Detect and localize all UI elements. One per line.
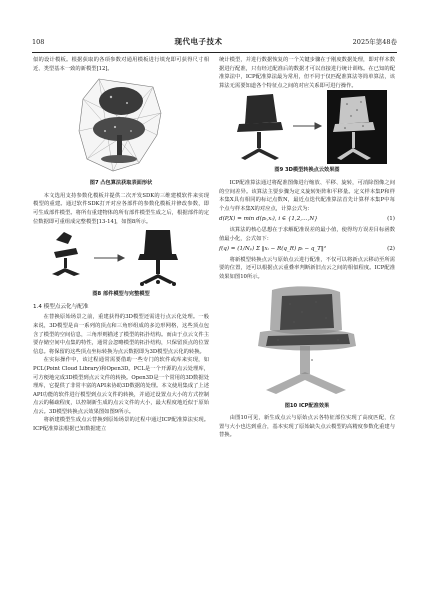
figure-8-caption: 图8 部件模型与完整模型 [92,291,150,298]
figure-9-caption: 图9 3D模型转换点云效果图 [274,167,340,174]
journal-title: 现代电子技术 [174,37,223,46]
figure-7-caption: 图7 凸包算法获取表面形状 [89,180,153,187]
formula-2-expression: f(q) = (1/Nₚ) Σ ‖xᵢ − R(q_R) pᵢ − q_T‖² [219,246,327,253]
paragraph-registration: 在替换原始场景之前，重建获得的3D模型还需进行点云化处理。一般来说，3D模型是由一系列的顶点和三角形组成的多边形网格，这些顶点包含了模型的空间信息，三角形则描述了模型的拓扑结构。而由于点云文件主要存储空间中点集的特性，通常会忽略模型的拓扑结构，只保留顶点的位置信息。将保留的这些顶点坐标转换为点云数据即为3D模型点云化的转换。 [33,314,209,355]
formula-2 [219,245,395,254]
right-column [219,56,395,440]
formula-1-number: (1) [387,216,395,223]
formula-1 [219,215,395,224]
page-header [32,36,397,53]
page-number: 108 [32,38,45,46]
formula-2-number: (2) [387,246,395,253]
figure-10-caption: 图10 ICP配准效果 [284,402,330,409]
section-heading: 1.4 模型点云化与配准 [33,303,89,310]
figure-7-convex-hull [61,73,181,177]
intro-paragraph: 似的设计模板。根据获取的各项参数对通用模板进行填充即可获得尺寸相近、类型基本一致的新模型[12]。 [33,57,209,72]
left-column [33,56,209,434]
paragraph-sdk: 本文选用支持参数化模板并提供二次开发SDK的三维建模软件来实现模型的重建。通过软件SDK打开对应各部件的参数化模板并修改参数，即可生成部件模型。将所有重建物体的所有部件模型生成之后，根据部件的定位数据即可重组成完整模型[13-14]，如图8所示。 [33,192,209,225]
paragraph-icp-intro: 将新建模型生成点云替换到原始场景的过程中通过ICP配准算法实现。ICP配准算法根据已知数据建立 [33,417,209,433]
figure-8-part-models [46,226,196,288]
paragraph-continue: 统计模型，并进行数据恢复的一个关键步骤在于刚度数据处理，即对样本数据进行配准，只有经过配准后的数据才可以直接进行统计训练。在已知的配准算法中，ICP配准算法最为常用，但不同于仅匹配准算法等简单算法，该算法无需要知道各个特征点之间的对应关系即可进行操作。 [219,57,395,89]
paragraph-conclusion: 由图10可见，新生成点云与原始点云各特征部位实现了高度匹配，位置与大小也达到重合，基本实现了原始缺失点云模型的高精度参数化重建与替换。 [219,415,395,439]
paragraph-pcl: 在实际操作中，该过程通常需要借助一些专门的软件或库来实现，如PCL(Point Cloud Library)和Open3D。PCL是一个开源的点云处理库，可方便地完成3D模型到点云文件的转换。Open3D是一个常用的3D数据处理库，它提供了非常丰富的API来协助3D数据的处理。本文使用集成了上述API功能的软件进行模型到点云文件的转换，并通过设置点大小的方式控制点云的稀疏程度，以控制新生成的点云文件的大小，最大程度地近似于原始点云。3D模型转换点云效果图如图9所示。 [33,357,210,415]
figure-10-icp-registration [242,282,372,400]
paragraph-result: 将新模型转换点云与原始点云进行配准，不仅可以将新点云移动至所需要的位置，还可以根据点云重叠率判断新旧点云之间的相似程度。ICP配准效果如图10所示。 [219,256,395,280]
paragraph-icp-detail: ICP配准算法通过将配准图像进行缩放、平移、旋转，可消除图像之间的空间差异。该算法主要步骤为定义旋转矩阵和平移量。定义样本集P和样本集X具有相同的标记点数N，最近点迭代配准算法首先计算样本集P中每个点与样本集X的对应点，计算公式为： [219,179,395,212]
figure-9-model-to-point-cloud [223,90,391,164]
issue-label: 2025年第48卷 [352,38,397,46]
paragraph-error: 该算法的核心思想在于求解配准误差的最小值，使得均方误差目标函数值最小化，公式如下： [219,226,395,242]
formula-1-expression: d(P,X) = min d(pᵢ,xᵢ), i ∈ {1,2,…,N} [219,216,318,223]
